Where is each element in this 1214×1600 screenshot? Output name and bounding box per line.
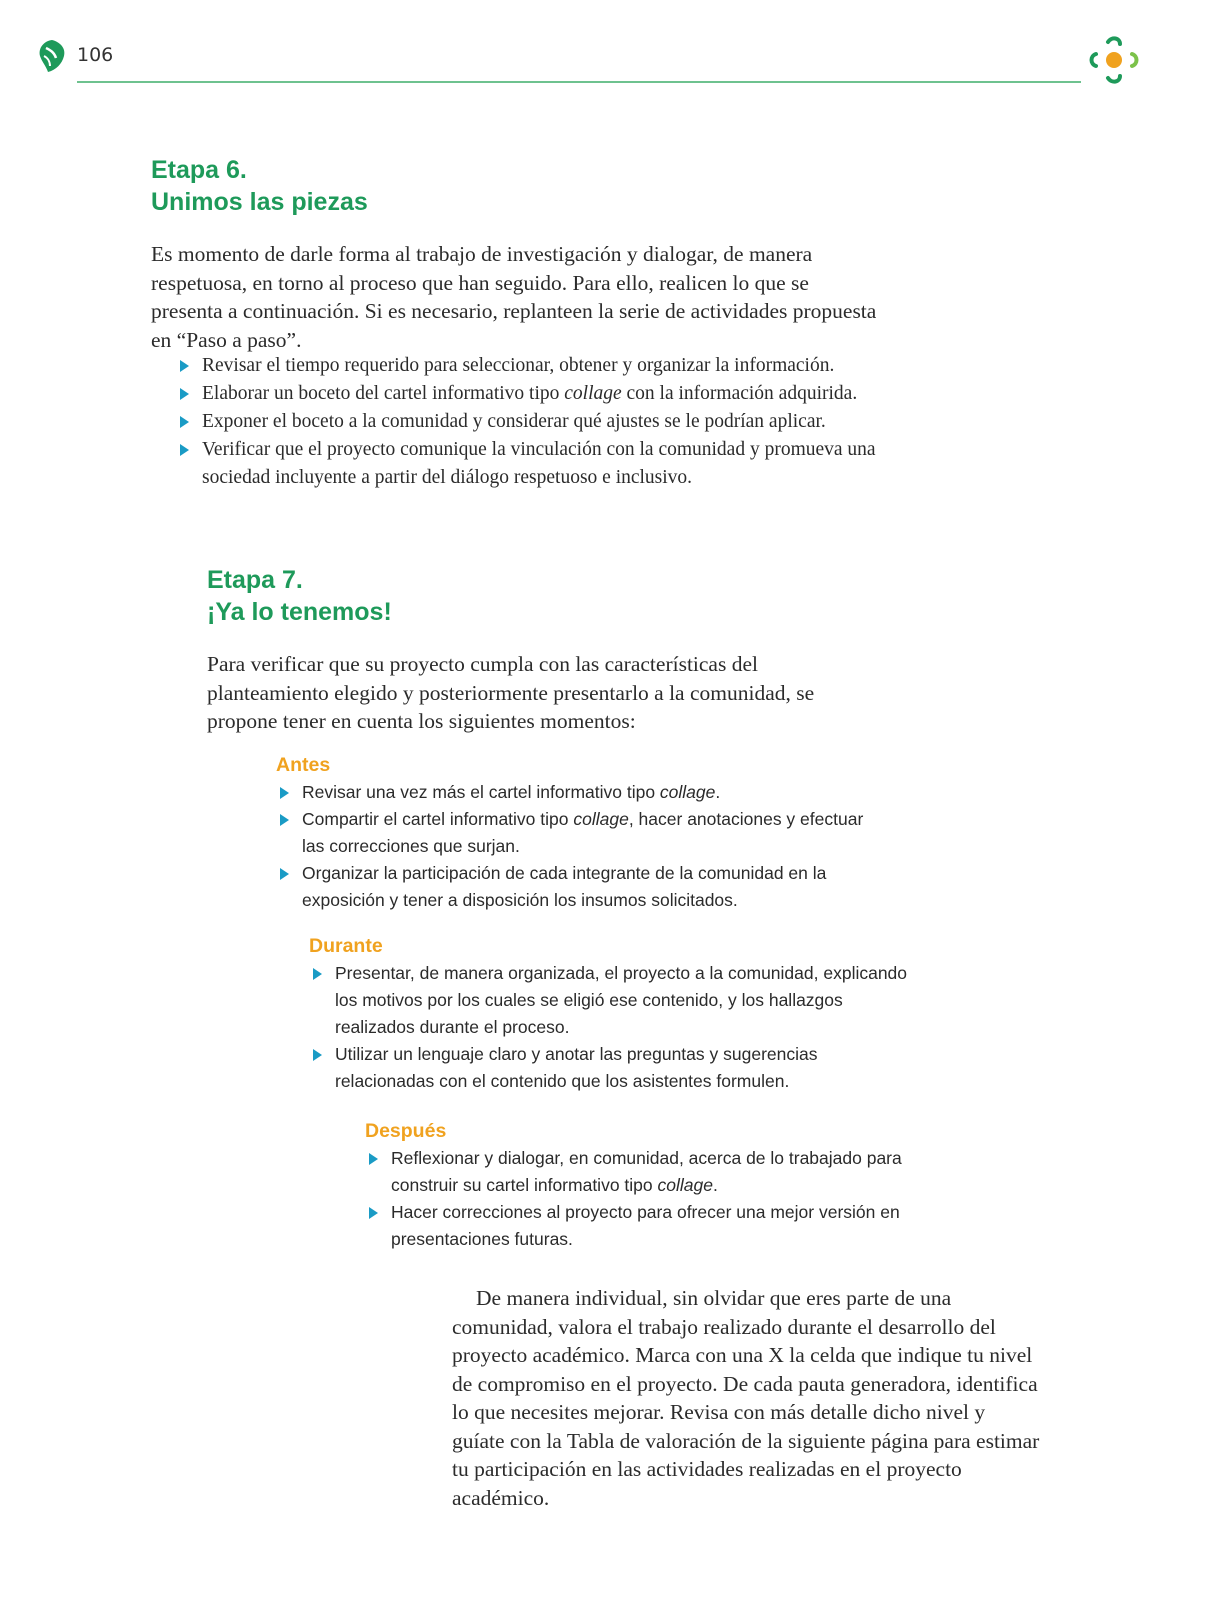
triangle-bullet-icon [280,787,289,799]
triangle-bullet-icon [280,814,289,826]
stage6-subtitle: Unimos las piezas [151,188,368,216]
triangle-bullet-icon [369,1153,378,1165]
triangle-bullet-icon [180,444,189,456]
list-item: Reflexionar y dialogar, en comunidad, acerca de lo trabajado para construir su cartel informativo tipo collage. [365,1145,925,1199]
triangle-bullet-icon [180,360,189,372]
page-number: 106 [77,44,114,66]
stage6-title: Etapa 6. [151,156,247,184]
page-header [0,0,1214,100]
list-item: Revisar el tiempo requerido para seleccionar, obtener y organizar la información. [176,352,892,380]
despues-list [365,1145,925,1253]
triangle-bullet-icon [180,416,189,428]
stage6-list [176,352,892,492]
list-item: Revisar una vez más el cartel informativo tipo collage. [276,779,886,806]
list-item: Exponer el boceto a la comunidad y considerar qué ajustes se le podrían aplicar. [176,408,892,436]
list-item: Compartir el cartel informativo tipo collage, hacer anotaciones y efectuar las correcciones que surjan. [276,806,886,860]
triangle-bullet-icon [313,968,322,980]
durante-heading: Durante [309,935,383,957]
header-rule [77,81,1081,83]
triangle-bullet-icon [313,1049,322,1061]
list-item: Organizar la participación de cada integrante de la comunidad en la exposición y tener a disposición los insumos solicitados. [276,860,886,914]
stage7-title: Etapa 7. [207,566,303,594]
stage6-intro: Es momento de darle forma al trabajo de investigación y dialogar, de manera respetuosa, en torno al proceso que han seguido. Para ello, realicen lo que se presenta a continuación. Si es necesario, replanteen la serie de actividades propuesta en “Paso a paso”. [151,242,877,352]
list-item: Hacer correcciones al proyecto para ofrecer una mejor versión en presentaciones futuras. [365,1199,925,1253]
stage7-subtitle: ¡Ya lo tenemos! [207,598,392,626]
closing-paragraph: De manera individual, sin olvidar que eres parte de una comunidad, valora el trabajo realizado durante el desarrollo del proyecto académico. Marca con una X la celda que indique tu nivel de compromiso en el proyecto. De cada pauta generadora, identifica lo que necesites mejorar. Revisa con más detalle dicho nivel y guíate con la Tabla de valoración de la siguiente página para estimar tu participación en las actividades realizadas en el proyecto académico. [452,1286,1040,1510]
green-leaf-logo-icon [36,38,68,74]
antes-list [276,779,886,914]
triangle-bullet-icon [369,1207,378,1219]
list-item: Verificar que el proyecto comunique la vinculación con la comunidad y promueva una sociedad incluyente a partir del diálogo respetuoso e inclusivo. [176,436,892,492]
list-item: Utilizar un lenguaje claro y anotar las preguntas y sugerencias relacionadas con el contenido que los asistentes formulen. [309,1041,921,1095]
despues-heading: Después [365,1120,447,1142]
colored-circles-icon [1086,34,1142,86]
triangle-bullet-icon [280,868,289,880]
stage7-intro: Para verificar que su proyecto cumpla con las características del planteamiento elegido y posteriormente presentarlo a la comunidad, se propone tener en cuenta los siguientes momentos: [207,652,815,733]
triangle-bullet-icon [180,388,189,400]
list-item: Elaborar un boceto del cartel informativo tipo collage con la información adquirida. [176,380,892,408]
list-item: Presentar, de manera organizada, el proyecto a la comunidad, explicando los motivos por los cuales se eligió ese contenido, y los hallazgos realizados durante el proceso. [309,960,921,1041]
antes-heading: Antes [276,754,331,776]
durante-list [309,960,921,1095]
